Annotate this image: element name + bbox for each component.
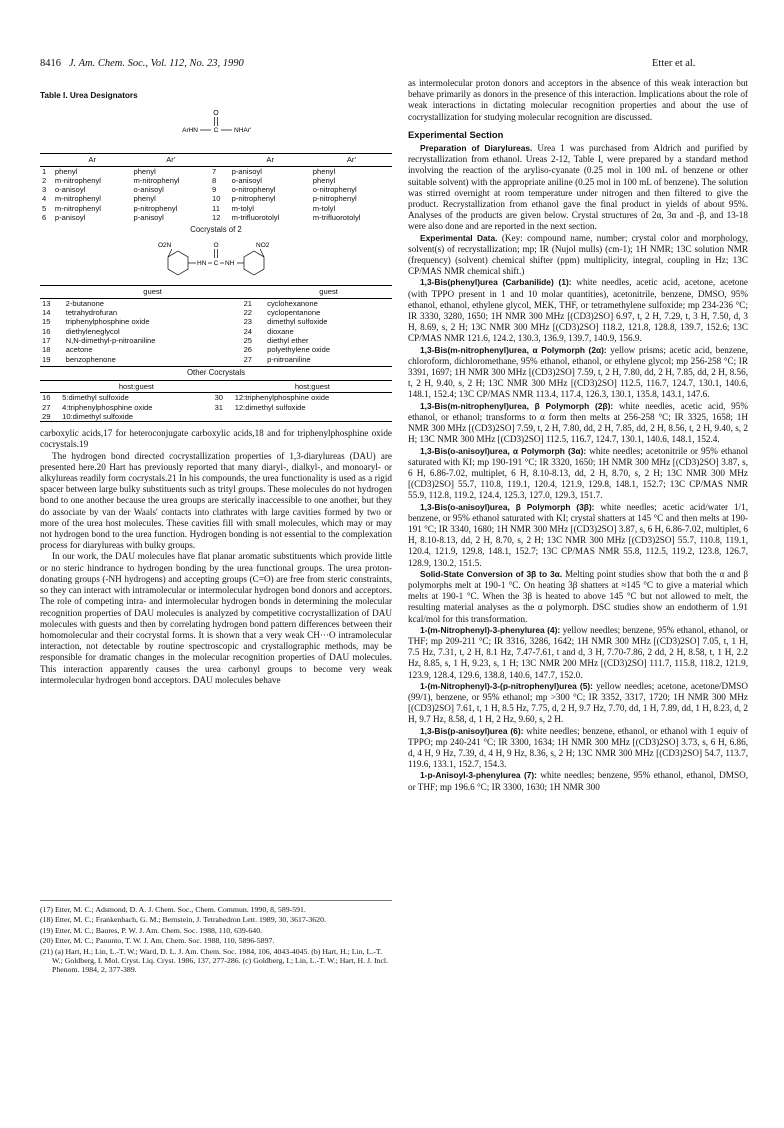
table-row: 16 diethyleneglycol 24 dioxane bbox=[42, 326, 294, 336]
reference-item: (20) Etter, M. C.; Panunto, T. W. J. Am. Chem. Soc. 1988, 110, 5896-5897. bbox=[40, 936, 275, 946]
col-hostguest-2: host:guest bbox=[233, 381, 392, 393]
table-title: Table I. Urea Designators bbox=[40, 91, 138, 100]
left-paragraph-2: The hydrogen bond directed cocrystallization properties of 1,3-diarylureas (DAU) are presented here.20 Hart has previously reported that many diaryl-, dialkyl-, and monoaryl- or alkylureas readily form cocrystals.21 In his compounds, the urea functionality is used as a rigid spacer between large bulky substituents such as trityl groups. These molecules do not hydrogen bond to one another because the urea groups are sterically inaccessible to one another, but they do associate by van der Waals' contacts into clathrates with large cavities formed by two or more of the urea host molecules. These cavities fill with small molecules, which may or may not hydrogen bond to the urea function. Hydrogen bonding is not essential to the complexation process for diarylureas with bulky groups. bbox=[40, 450, 392, 551]
table-row: 3 o-anisoyl o-anisoyl 9 o-nitrophenyl o-nitrophenyl bbox=[42, 185, 357, 195]
left-paragraph-1: carboxylic acids,17 for heteroconjugate carboxylic acids,18 and for triphenylphosphine oxide cocrystals.19 bbox=[40, 428, 392, 450]
compound-entry: 1-(m-Nitrophenyl)-3-phenylurea (4): yellow needles; benzene, 95% ethanol, ethanol, or THF; mp 209-211 °C; IR 3316, 3286, 1642; 1H NMR 300 MHz [(CD3)2SO] 7.05, t, 1 H, 7.5 Hz, 7.31, t, 2 H, 8.1 Hz, 7.47-7.61, t and d, 3 H, 7.70-7.86, 2 dd, 2 H, 8.58, t, 1 H, 2.2 Hz, 8.85, s, 1 H, 9.23, s, 1 H; 13C NMR 200 MHz [(CD3)2SO] 111.7, 115.8, 118.2, 121.9, 123.9, 128.4, 129.6, 138.8, 140.6, 147.7, 152.0. bbox=[408, 624, 749, 680]
guest-table bbox=[40, 285, 392, 363]
expdata-heading: Experimental Data. bbox=[420, 232, 498, 243]
structure-arhn-label: ArHN bbox=[182, 127, 198, 135]
compound-entry: 1-p-Anisoyl-3-phenylurea (7): white needles; benzene, 95% ethanol, ethanol, DMSO, or THF; mp 196.6 °C; IR 3300, 1630; 1H NMR 300 bbox=[408, 770, 748, 792]
col-guest-2: guest bbox=[265, 286, 392, 298]
compound-entry: Solid-State Conversion of 3β to 3α. Melting point studies show that both the α and β polymorphs melt at 190-1 °C. On heating 3β shatters at ≈145 °C to give a material which melts at 190-1 °C. When the 3β is heated to above 145 °C but not allowed to melt, the resulting material analyses as the α polymorph. DSC studies show an endotherm of 1.91 kcal/mol for this transformation. bbox=[408, 568, 748, 624]
table-row: 2 m-nitrophenyl m-nitrophenyl 8 o-anisoyl phenyl bbox=[42, 175, 336, 185]
prep-paragraph: Preparation of Diarylureas. Urea 1 was purchased from Aldrich and purified by recrystallization from ethanol. Ureas 2-12, Table I, were prepared by a standard method involving the reaction of the aryliso-cyanate (0.25 mol in 100 mL of benzene or other suitable solvent) with the appropriate aniline (0.25 mol in 100 mL of benzene). The solution was stirred overnight at room temperature under nitrogen and then filtered to give the product. Recrystallization from ethanol gave the final product in yields of about 95%. Analyses of the products are given below. Crystal structures of 2α, 3α and -β, and 13-18 were also done and are reported in the next section. bbox=[408, 143, 748, 232]
table-row: 27 4:triphenylphosphine oxide 31 12:dimethyl sulfoxide bbox=[42, 402, 306, 412]
right-intro-paragraph: as intermolecular proton donors and acceptors in the absence of this weak interaction but behave primarily as donors in the presence of this interaction. Implications about the role of weak interactions in dictating molecular recognition properties and about the use of cocrystallization for studying molecular recognition are discussed. bbox=[408, 78, 748, 122]
structure-o2n-label: O2N bbox=[158, 242, 172, 250]
col-arp: Ar' bbox=[131, 154, 210, 166]
right-column bbox=[408, 78, 748, 793]
section-heading: Experimental Section bbox=[408, 128, 504, 140]
table-row: 29 10:dimethyl sulfoxide bbox=[42, 411, 134, 421]
compound-entry: 1,3-Bis(o-anisoyl)urea, α Polymorph (3α): white needles; acetonitrile or 95% ethanol saturated with KI; mp 190-191 °C; IR 3320, 1650; 1H NMR 300 MHz [(CD3)2SO] 3.87, s, 6 H, 6.86-7.02, multiplet, 6 H, 8.10-8.13, dd, 2 H, 8.70, s, 2 H; 13C NMR 300 MHz [(CD3)2SO] 55.7, 110.8, 119.1, 120.4, 121.9, 129.8, 148.1, 152.7; 13C CP/MAS NMR 55.9, 112.8, 119.2, 124.4, 125.3, 127.0, 129.3, 151.7. bbox=[408, 445, 748, 501]
running-authors: Etter et al. bbox=[652, 58, 696, 69]
table-row: 4 m-nitrophenyl phenyl 10 p-nitrophenyl p-nitrophenyl bbox=[42, 194, 357, 204]
dinitrourea-structure-drawing bbox=[40, 237, 392, 285]
compound-entry: 1,3-Bis(m-nitrophenyl)urea, α Polymorph (2α): yellow prisms; acetic acid, benzene, chloroform, dichloromethane, 95% ethanol, ethanol, or ethylene glycol; mp 256-258 °C; IR 3391, 1697; 1H NMR 300 MHz [(CD3)2SO] 7.59, t, 2 H, 7.80, dd, 2 H, 7.85, dd, 2 H, 8.56, t, 2 H, 9.40, s, 2 H; 13C NMR 300 MHz [(CD3)2SO] 112.5, 116.7, 124.7, 130.1, 140.6, 148.1, 152.4; 13C CP/MAS NMR 113.4, 117.4, 126.3, 130.1, 135.8, 143.1, 147.6. bbox=[408, 344, 749, 400]
reference-item: (18) Etter, M. C.; Frankenbach, G. M.; Bernstein, J. Tetrahedron Lett. 1989, 30, 3617-3620. bbox=[40, 915, 326, 925]
left-column bbox=[40, 90, 392, 686]
table-row: 15 triphenylphosphine oxide 23 dimethyl sulfoxide bbox=[42, 317, 328, 327]
col-hostguest: host:guest bbox=[60, 381, 212, 393]
page-number: 8416 bbox=[40, 58, 61, 69]
compound-entry: 1-(m-Nitrophenyl)-3-(p-nitrophenyl)urea (5): yellow needles; acetone, acetone/DMSO (99/1), benzene, or 95% ethanol; mp >300 °C; IR 3352, 3317, 1720; 1H NMR 300 MHz [(CD3)2SO] 7.61, t, 1 H, 8.5 Hz, 7.75, d, 2 H, 9.7 Hz, 7.70, dd, 1 H, 7.89, dd, 1 H, 8.23, d, 2 H, 9.7 Hz, 8.58, d, 1 H, 2 Hz, 9.60, s, 2 H. bbox=[408, 680, 749, 725]
structure-no2-label: NO2 bbox=[256, 242, 270, 250]
table-row: 14 tetrahydrofuran 22 cyclopentanone bbox=[42, 308, 321, 318]
table-row: 1 phenyl phenyl 7 p-anisoyl phenyl bbox=[42, 166, 336, 176]
expdata-paragraph: Experimental Data. (Key: compound name, number; crystal color and morphology, solvent(s) of recrystallization; mp; IR (Nujol mulls) (cm-1); 1H NMR; 13C solution NMR (frequency) (solvent) chemical shifter (ppm) multiplicity, integral, coupling in Hz; 13C CP/MAS NMR chemical shift.) bbox=[408, 232, 749, 277]
structure-o-label: O bbox=[213, 110, 219, 118]
table-row: 5 m-nitrophenyl p-nitrophenyl 11 m-tolyl m-tolyl bbox=[42, 203, 336, 213]
dinitrourea-structure bbox=[40, 237, 392, 285]
svg-text:C: C bbox=[213, 127, 219, 135]
urea-structure-drawing bbox=[40, 103, 392, 153]
col-ar-2: Ar bbox=[230, 154, 311, 166]
prep-heading: Preparation of Diarylureas. bbox=[420, 143, 533, 154]
reference-item: (19) Etter, M. C.; Baures, P. W. J. Am. Chem. Soc. 1988, 110, 639-640. bbox=[40, 925, 263, 935]
compound-entry: 1,3-Bis(m-nitrophenyl)urea, β Polymorph (2β): white needles, acetic acid, 95% ethanol, or ethanol; transforms to α form then melts at 256-258 °C; IR 3325, 1658; 1H NMR 300 MHz [(CD3)2SO] 7.59, t, 2 H, 7.80, dd, 2 H, 7.85, dd, 2 H, 8.56, t, 2 H, 9.40, s, 2 H; 13C NMR 300 MHz [(CD3)2SO] 112.5, 116.7, 124.7, 130.1, 140.6, 148.1, 152.4. bbox=[408, 400, 748, 445]
other-cocrystals-table bbox=[40, 380, 392, 422]
compound-entry: 1,3-Bis(p-anisoyl)urea (6): white needles; benzene, ethanol, or ethanol with 1 equiv of TPPO; mp 240-241 °C; IR 3300, 1634; 1H NMR 300 MHz [(CD3)2SO] 3.73, s, 6 H, 6.86, d, 4 H, 9 Hz, 7.39, d, 4 H, 9 Hz, 8.36, s, 2 H; 13C NMR 300 MHz [(CD3)2SO] 54.7, 113.7, 119.6, 133.1, 152.7, 154.3. bbox=[408, 725, 748, 770]
reference-item: (17) Etter, M. C.; Adsmond, D. A. J. Chem. Soc., Chem. Commun. 1990, 8, 589-591. bbox=[40, 905, 306, 914]
other-cocrystals-title: Other Cocrystals bbox=[40, 366, 392, 378]
structure-nhar-label: NHAr' bbox=[234, 127, 252, 135]
journal-citation: J. Am. Chem. Soc., Vol. 112, No. 23, 1990 bbox=[68, 58, 244, 69]
compound-entry: 1,3-Bis(o-anisoyl)urea, β Polymorph (3β): white needles; acetic acid/water 1/1, benzene, or 95% ethanol saturated with KI; crystal shatters at 145 °C and then melts at 190-191 °C; IR 3340, 1680; 1H NMR 300 MHz [(CD3)2SO] 3.87, s, 6 H, 6.86-7.02, multiplet, 6 H, 8.10-8.13, dd, 2 H, 8.70, s, 2 H; 13C NMR 300 MHz [(CD3)2SO] 55.7, 110.8, 119.1, 120.4, 121.9, 129.8, 148.1, 152.7; 13C CP/MAS NMR 55.8, 112.5, 119.2, 123.8, 126.7, 128.9, 130.2, 151.5. bbox=[408, 501, 748, 568]
footnote-references bbox=[40, 900, 392, 976]
left-paragraph-3: In our work, the DAU molecules have flat planar aromatic substituents which provide little or no steric hindrance to hydrogen bonding by the urea functional groups. The urea proton-donating groups (-NH hydrogens) and accepting groups (C=O) are free from steric constraints, so they can interact with intramolecular or intermolecular hydrogen bond donors and acceptors. The role of competing intra- and intermolecular hydrogen bonds in determining the molecular recognition properties of DAU molecules is analyzed by competitive cocrystallization of DAU molecules with guests and then by correlating hydrogen bond pattern differences between their homomolecular and their cocrystal forms. It is shown that a very weak CH···O intramolecular interaction, not detectable by routine spectroscopic and crystallographic methods, may be responsible for dramatic changes in the molecular recognition properties of DAU molecules. This interaction apparently causes the urea carbonyl groups to become very weak intermolecular hydrogen bond acceptors. DAU molecules behave bbox=[40, 551, 392, 685]
structure-nh-label: NH bbox=[225, 260, 235, 268]
table-row: 17 N,N-dimethyl-p-nitroaniline 25 diethyl ether bbox=[42, 335, 309, 345]
running-header bbox=[40, 58, 696, 69]
col-guest: guest bbox=[64, 286, 242, 298]
table-row: 18 acetone 26 polyethylene oxide bbox=[42, 345, 331, 355]
compound-entry: 1,3-Bis(phenyl)urea (Carbanilide) (1): white needles, acetic acid, acetone, acetone (with TPPO present in 1 and 10 molar quantities), acetonitrile, benzene, DMSO, 95% ethanol, ethanol, ethylene glycol, MEK, THF, or tetramethylene sulfoxide; mp 234-236 °C; IR 3330, 3280, 1650; 1H NMR 300 MHz [(CD3)2SO] 6.97, t, 2 H, 7.29, t, 3 H, 7.50, d, 3 H, 8.69, s, 2 H; 13C NMR 300 MHz [(CD3)2SO] 118.2, 121.8, 128.8, 139.7, 152.6; 13C CP/MAS NMR 121.6, 124.2, 130.3, 136.9, 139.7, 140.9, 156.9. bbox=[408, 277, 748, 344]
structure-hn-label: HN bbox=[197, 260, 207, 268]
table-row: 13 2-butanone 21 cyclohexanone bbox=[42, 298, 318, 308]
urea-structure bbox=[40, 103, 392, 153]
table-row: 16 5:dimethyl sulfoxide 30 12:triphenylphosphine oxide bbox=[42, 393, 330, 403]
reference-item: (21) (a) Hart, H.; Lin, L.-T. W.; Ward, D. L. J. Am. Chem. Soc. 1984, 106, 4043-4045. (b) Hart, H.; Lin, L.-T. W.; Goldberg, I. Mol. Cryst. Liq. Cryst. 1986, 137, 277-286. (c) Goldberg, I.; Lin, L.-T. W.; Hart, H. J. Incl. Phenom. 1984, 2, 377-389. bbox=[40, 946, 389, 975]
col-ar: Ar bbox=[53, 154, 132, 166]
table-row: 19 benzophenone 27 p-nitroaniline bbox=[42, 354, 311, 364]
urea-table bbox=[40, 153, 392, 222]
table-row: 6 p-anisoyl p-anisoyl 12 m-trifluorotolyl m-trifluorotolyl bbox=[42, 212, 361, 222]
structure-o2-label: O bbox=[213, 242, 219, 250]
svg-text:C: C bbox=[213, 260, 219, 268]
cocrystals-title: Cocrystals of 2 bbox=[190, 225, 242, 235]
col-arp-2: Ar' bbox=[311, 154, 392, 166]
